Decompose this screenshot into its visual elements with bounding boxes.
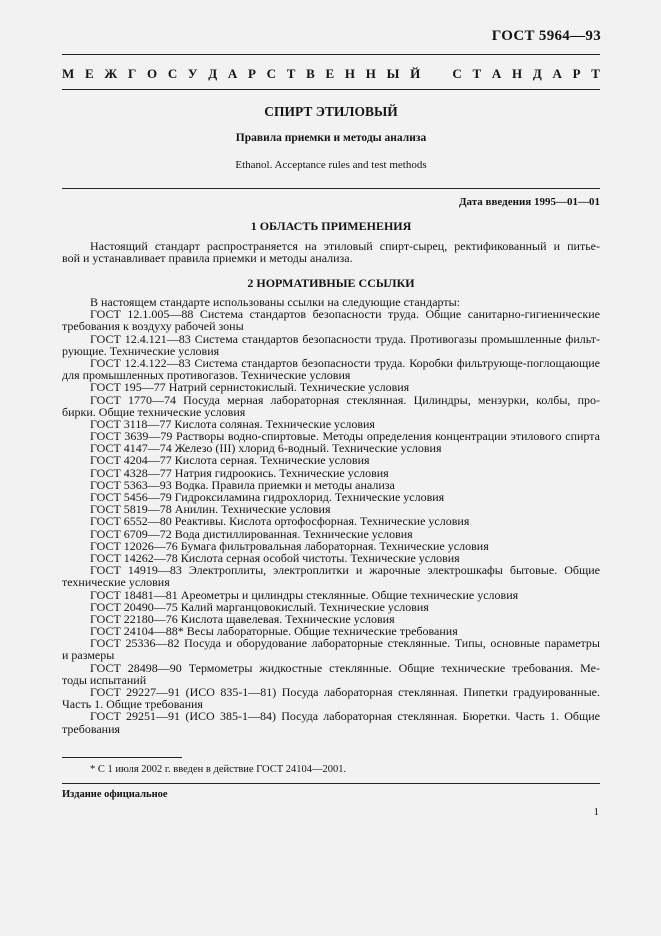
reference-line: ГОСТ 4204—77 Кислота серная. Технические условия xyxy=(90,453,370,468)
date-rule xyxy=(62,188,600,189)
reference-line: ГОСТ 4328—77 Натрия гидроокись. Технические условия xyxy=(90,465,389,480)
effective-date: Дата введения 1995—01—01 xyxy=(458,196,600,208)
standard-kind-letter: У xyxy=(187,66,198,81)
reference-line: ГОСТ 20490—75 Калий марганцовокислый. Технические условия xyxy=(90,599,429,614)
paragraph-line: вой и устанавливает правила приемки и методы анализа. xyxy=(62,251,353,266)
reference-line: ГОСТ 4147—74 Железо (III) хлорид 6-водный. Технические условия xyxy=(90,441,442,456)
standard-kind-letter: О xyxy=(146,66,158,81)
standard-kind-letter: А xyxy=(552,66,562,81)
reference-line: технические условия xyxy=(62,575,170,590)
page-number: 1 xyxy=(593,806,599,818)
reference-line: требования к воздуху рабочей зоны xyxy=(62,319,244,334)
standard-kind-letter: Т xyxy=(286,66,296,81)
reference-line: ГОСТ 6552—80 Реактивы. Кислота ортофосфорная. Технические условия xyxy=(90,514,470,529)
document-title: СПИРТ ЭТИЛОВЫЙ xyxy=(264,104,398,119)
standard-kind-letter: В xyxy=(306,66,315,81)
reference-line: ГОСТ 12026—76 Бумага фильтровальная лабораторная. Технические условия xyxy=(90,538,489,553)
reference-line: ГОСТ 14919—83 Электроплиты, электроплитки и жарочные электрошкафы бытовые. Общие xyxy=(90,563,600,578)
edition-label: Издание официальное xyxy=(62,789,168,800)
standard-kind-letter: С xyxy=(266,66,277,81)
section-heading-scope: 1 ОБЛАСТЬ ПРИМЕНЕНИЯ xyxy=(250,219,412,233)
reference-line: ГОСТ 29251—91 (ИСО 385-1—84) Посуда лабораторная стеклянная. Бюретки. Часть 1. Общие xyxy=(90,709,600,724)
standard-kind-letter: Р xyxy=(247,66,256,81)
gost-number: ГОСТ 5964—93 xyxy=(491,28,601,44)
reference-line: ГОСТ 6709—72 Вода дистиллированная. Технические условия xyxy=(90,526,413,541)
title-rule xyxy=(62,89,600,90)
standard-kind-letter: Т xyxy=(472,66,482,81)
reference-line: ГОСТ 3118—77 Кислота соляная. Технические условия xyxy=(90,416,375,431)
footnote: * С 1 июля 2002 г. введен в действие ГОСТ 24104—2001. xyxy=(90,764,347,775)
reference-line: Часть 1. Общие требования xyxy=(62,697,203,712)
standard-kind-letter: Н xyxy=(365,66,376,81)
reference-line: бирки. Общие технические условия xyxy=(62,404,246,419)
reference-line: ГОСТ 29227—91 (ИСО 835-1—81) Посуда лабораторная стеклянная. Пипетки градуированные. xyxy=(90,685,600,699)
standard-kind-letter: Ы xyxy=(386,66,400,81)
reference-line: тоды испытаний xyxy=(62,672,147,687)
footnote-rule xyxy=(62,757,182,758)
edition-rule xyxy=(62,783,600,784)
document-subtitle: Правила приемки и методы анализа xyxy=(235,132,427,144)
standard-kind-letter: А xyxy=(227,66,238,81)
reference-line: ГОСТ 25336—82 Посуда и оборудование лабораторные стеклянные. Типы, основные параметры xyxy=(90,636,600,651)
standard-kind-letter: Р xyxy=(572,66,581,81)
standard-kind-letter: М xyxy=(62,66,75,81)
reference-line: ГОСТ 12.4.121—83 Система стандартов безопасности труда. Противогазы промышленные фильт- xyxy=(90,331,600,346)
standard-kind-letter: Й xyxy=(410,66,421,81)
standard-kind-letter: Т xyxy=(591,66,600,81)
reference-list xyxy=(62,296,600,735)
reference-line: ГОСТ 5819—78 Анилин. Технические условия xyxy=(90,502,331,517)
standard-kind-letter: Д xyxy=(532,66,542,81)
standard-kind-letter: Г xyxy=(127,66,137,81)
reference-line: ГОСТ 14262—78 Кислота серная особой чистоты. Технические условия xyxy=(90,550,460,565)
standard-kind-letter: А xyxy=(491,66,502,81)
standard-kind-letter: С xyxy=(167,66,178,81)
reference-line: ГОСТ 12.4.122—83 Система стандартов безопасности труда. Коробки фильтрующе-поглощающие xyxy=(90,355,600,370)
reference-line: ГОСТ 24104—88* Весы лабораторные. Общие технические требования xyxy=(90,624,458,639)
standard-kind-letter: Н xyxy=(511,66,523,81)
section-body-scope xyxy=(62,240,600,264)
reference-line: ГОСТ 5456—79 Гидроксиламина гидрохлорид. Технические условия xyxy=(90,490,445,504)
standard-kind-letter: Е xyxy=(85,66,94,81)
reference-line: рующие. Технические условия xyxy=(62,343,220,358)
reference-line: ГОСТ 12.1.005—88 Система стандартов безопасности труда. Общие санитарно-гигиенические xyxy=(90,307,600,322)
standard-kind-letter: Н xyxy=(344,66,356,81)
reference-line: ГОСТ 28498—90 Термометры жидкостные стеклянные. Общие технические требования. Ме- xyxy=(90,660,600,675)
reference-line: ГОСТ 1770—74 Посуда мерная лабораторная стеклянная. Цилиндры, мензурки, колбы, про- xyxy=(90,392,600,407)
standard-kind-heading xyxy=(62,66,600,82)
reference-line: ГОСТ 22180—76 Кислота щавелевая. Технические условия xyxy=(90,611,395,626)
reference-line: ГОСТ 195—77 Натрий сернистокислый. Технические условия xyxy=(90,380,410,395)
standard-kind-letter: Ж xyxy=(104,66,118,81)
section-heading-references: 2 НОРМАТИВНЫЕ ССЫЛКИ xyxy=(247,276,415,290)
document-english-title: Ethanol. Acceptance rules and test methods xyxy=(235,159,427,171)
reference-line: для промышленных противогазов. Технические условия xyxy=(62,368,351,383)
reference-line: ГОСТ 3639—79 Растворы водно-спиртовые. Методы определения концентрации этилового спирта xyxy=(90,429,600,444)
paragraph-line: Настоящий стандарт распространяется на этиловый спирт-сырец, ректификованный и питье- xyxy=(90,239,600,253)
standard-kind-letter: С xyxy=(452,66,462,81)
reference-line: и размеры xyxy=(62,648,115,663)
reference-line: В настоящем стандарте использованы ссылки на следующие стандарты: xyxy=(90,295,461,309)
standard-kind-letter: Е xyxy=(325,66,335,81)
reference-line: ГОСТ 5363—93 Водка. Правила приемки и методы анализа xyxy=(90,477,395,492)
reference-line: требования xyxy=(62,721,121,736)
header-rule xyxy=(62,54,600,55)
standard-kind-letter: Д xyxy=(208,66,218,81)
reference-line: ГОСТ 18481—81 Ареометры и цилиндры стеклянные. Общие технические условия xyxy=(90,587,519,602)
